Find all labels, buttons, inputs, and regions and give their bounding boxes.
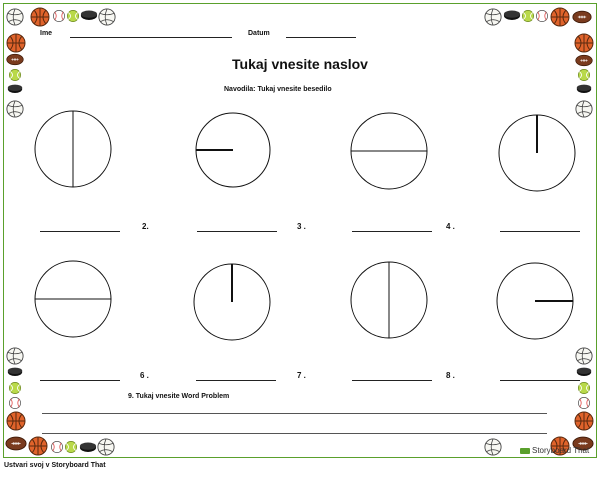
hockey-puck-icon [576, 83, 592, 95]
volleyball-icon [575, 347, 593, 365]
football-icon [6, 53, 24, 66]
hockey-puck-icon [7, 366, 23, 378]
answer-line-2 [197, 231, 277, 232]
volleyball-icon [575, 100, 593, 118]
volleyball-icon [98, 8, 116, 26]
basketball-icon [6, 33, 26, 53]
baseball-icon [50, 440, 64, 454]
basketball-icon [574, 33, 594, 53]
volleyball-icon [6, 347, 24, 365]
tennis-ball-icon [8, 381, 22, 395]
fraction-circle-3 [350, 112, 428, 190]
question-number-6: 6 . [140, 371, 149, 380]
answer-line-6 [196, 380, 276, 381]
fraction-circle-2 [195, 112, 271, 188]
tennis-ball-icon [521, 9, 535, 23]
volleyball-icon [484, 438, 502, 456]
name-label: Ime [40, 30, 53, 37]
volleyball-icon [6, 100, 24, 118]
word-problem-label: 9. Tukaj vnesite Word Problem [128, 393, 230, 400]
tennis-ball-icon [66, 9, 80, 23]
tennis-ball-icon [8, 68, 22, 82]
question-number-7: 7 . [297, 371, 306, 380]
tennis-ball-icon [577, 68, 591, 82]
hockey-puck-icon [503, 9, 521, 22]
fraction-circle-6 [193, 263, 271, 341]
basketball-icon [550, 7, 570, 27]
basketball-icon [30, 7, 50, 27]
baseball-icon [577, 396, 591, 410]
football-icon [575, 54, 593, 67]
hockey-puck-icon [576, 366, 592, 378]
logo-text: Storyboard That [532, 446, 590, 455]
name-line [70, 37, 232, 38]
instructions-text: Navodila: Tukaj vnesite besedilo [224, 86, 332, 93]
page-title: Tukaj vnesite naslov [232, 56, 368, 72]
football-icon [5, 436, 27, 451]
volleyball-icon [484, 8, 502, 26]
answer-line-3 [352, 231, 432, 232]
basketball-icon [574, 411, 594, 431]
fraction-circle-7 [350, 261, 428, 339]
tennis-ball-icon [64, 440, 78, 454]
answer-line-4 [500, 231, 580, 232]
volleyball-icon [97, 438, 115, 456]
storyboard-that-logo [520, 446, 589, 455]
hockey-puck-icon [79, 441, 97, 454]
baseball-icon [535, 9, 549, 23]
answer-line-7 [352, 380, 432, 381]
fraction-circle-1 [34, 110, 112, 188]
fraction-circle-8 [496, 262, 574, 340]
tennis-ball-icon [577, 381, 591, 395]
answer-line-5 [40, 380, 120, 381]
logo-mark-icon [520, 448, 530, 454]
answer-line-8 [500, 380, 580, 381]
basketball-icon [28, 436, 48, 456]
basketball-icon [6, 411, 26, 431]
answer-line-1 [40, 231, 120, 232]
hockey-puck-icon [7, 83, 23, 95]
football-icon [572, 10, 592, 24]
fraction-circle-5 [34, 260, 112, 338]
baseball-icon [8, 396, 22, 410]
question-number-3: 3 . [297, 222, 306, 231]
volleyball-icon [6, 8, 24, 26]
question-number-8: 8 . [446, 371, 455, 380]
date-label: Datum [248, 30, 270, 37]
word-problem-line-1 [42, 413, 547, 414]
baseball-icon [52, 9, 66, 23]
date-line [286, 37, 356, 38]
question-number-2: 2. [142, 222, 149, 231]
hockey-puck-icon [80, 9, 98, 22]
question-number-4: 4 . [446, 222, 455, 231]
footer-text: Ustvari svoj v Storyboard That [4, 462, 106, 469]
word-problem-line-2 [42, 433, 547, 434]
fraction-circle-4 [498, 114, 576, 192]
